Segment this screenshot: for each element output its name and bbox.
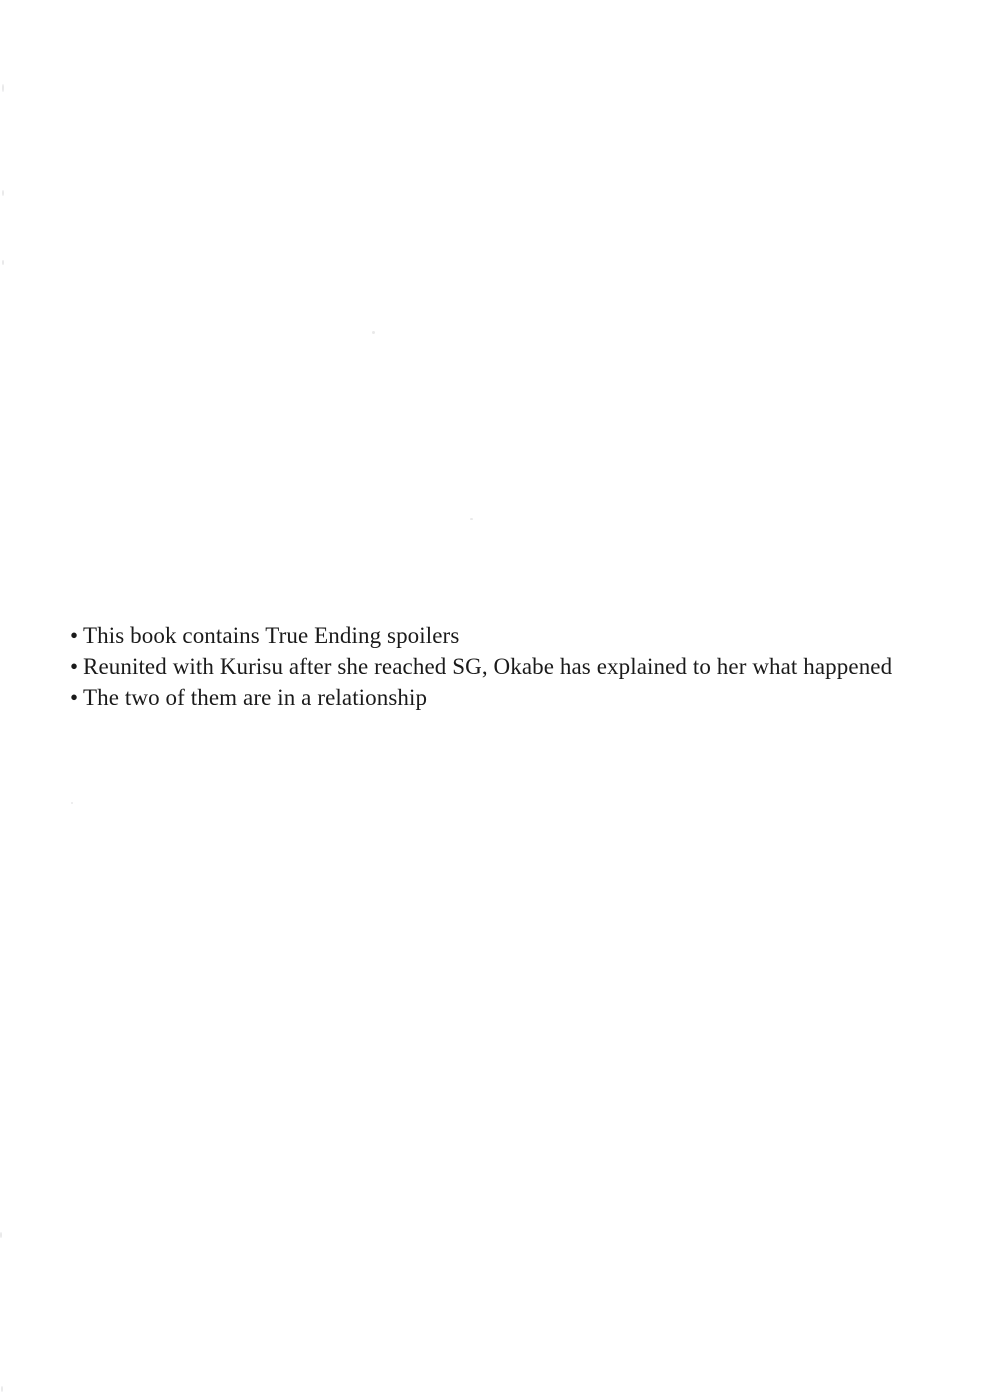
spoiler-notes-list [70, 620, 940, 713]
bullet-icon: • [70, 685, 79, 710]
scan-speck [470, 518, 473, 520]
scan-speck [372, 331, 375, 334]
note-text: The two of them are in a relationship [83, 685, 428, 710]
list-item [70, 620, 940, 651]
scan-speck [1, 1386, 3, 1392]
scan-speck [2, 190, 4, 196]
note-text: This book contains True Ending spoilers [83, 623, 460, 648]
scan-speck [71, 802, 73, 804]
scan-speck [2, 84, 4, 92]
list-item [70, 682, 940, 713]
note-text: Reunited with Kurisu after she reached SG, Okabe has explained to her what happened [83, 654, 893, 679]
scan-speck [0, 1232, 2, 1238]
scan-speck [2, 260, 4, 265]
bullet-icon: • [70, 623, 79, 648]
list-item [70, 651, 940, 682]
bullet-icon: • [70, 654, 79, 679]
